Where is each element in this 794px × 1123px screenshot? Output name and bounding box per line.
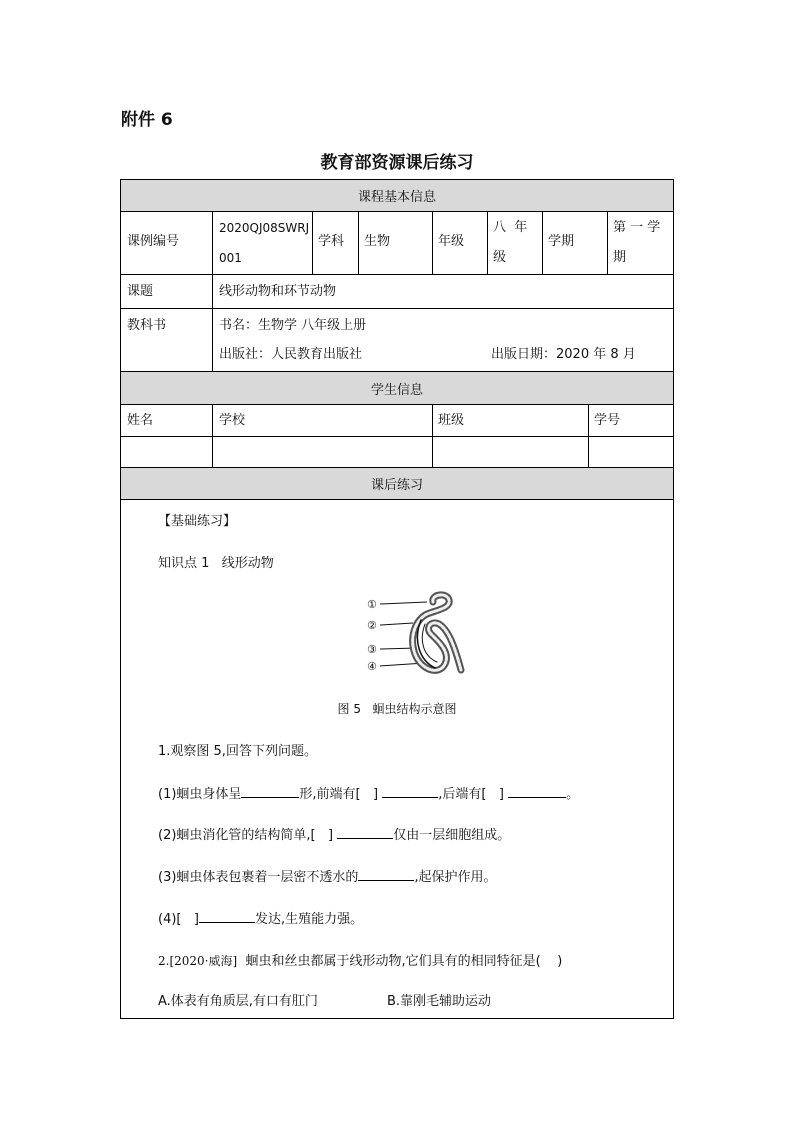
answer-blank[interactable] xyxy=(199,908,255,923)
publish-date: 出版日期：2020 年 8 月 xyxy=(491,347,636,362)
course-table xyxy=(120,179,674,1019)
answer-blank[interactable] xyxy=(382,783,438,798)
marker-1: ① xyxy=(367,598,377,611)
school-label: 学校 xyxy=(219,413,246,428)
answer-blank[interactable] xyxy=(358,866,414,881)
subject-label: 学科 xyxy=(318,234,345,249)
marker-2: ② xyxy=(367,619,377,632)
term-label: 学期 xyxy=(548,234,575,249)
question-2: 2.[2020·威海] 蛔虫和丝虫都属于线形动物,它们具有的相同特征是( ) xyxy=(158,954,563,969)
course-code-line2: 001 xyxy=(219,251,242,265)
name-label: 姓名 xyxy=(127,413,154,428)
attachment-label: 附件 6 xyxy=(121,110,173,130)
grade-value-line1: 八 年 xyxy=(493,220,528,235)
answer-blank[interactable] xyxy=(241,783,299,798)
knowledge-point: 知识点 1 线形动物 xyxy=(158,556,274,571)
question-1-2: (2)蛔虫消化管的结构简单,[ ] 仅由一层细胞组成。 xyxy=(158,824,510,843)
grade-label: 年级 xyxy=(438,234,465,249)
course-info-header: 课程基本信息 xyxy=(121,180,673,211)
student-info-header: 学生信息 xyxy=(121,372,673,404)
option-b: B.靠刚毛辅助运动 xyxy=(387,994,492,1009)
course-code-line1: 2020QJ08SWRJ xyxy=(219,221,310,235)
answer-blank[interactable] xyxy=(337,824,393,839)
question-1: 1.观察图 5,回答下列问题。 xyxy=(158,744,317,759)
answer-blank[interactable] xyxy=(508,783,566,798)
marker-3: ③ xyxy=(367,643,377,656)
course-code-label: 课例编号 xyxy=(127,234,180,249)
basic-practice-heading: 【基础练习】 xyxy=(158,514,237,529)
topic-label: 课题 xyxy=(127,284,154,299)
question-1-1: (1)蛔虫身体呈 形,前端有[ ] ,后端有[ ] 。 xyxy=(158,783,579,802)
exercise-header: 课后练习 xyxy=(121,468,673,499)
publisher: 出版社：人民教育出版社 xyxy=(219,347,363,362)
student-id-label: 学号 xyxy=(594,413,621,428)
class-label: 班级 xyxy=(438,413,465,428)
option-a: A.体表有角质层,有口有肛门 xyxy=(158,994,318,1009)
grade-value-line2: 级 xyxy=(493,250,507,265)
subject-value: 生物 xyxy=(364,234,391,249)
roundworm-diagram xyxy=(365,590,485,686)
document-title: 教育部资源课后练习 xyxy=(320,153,474,173)
topic-value: 线形动物和环节动物 xyxy=(219,284,337,299)
textbook-label: 教科书 xyxy=(127,318,167,333)
question-2-source: 2.[2020·威海] xyxy=(158,954,238,968)
question-1-4: (4)[ ] 发达,生殖能力强。 xyxy=(158,908,363,927)
figure-caption: 图 5 蛔虫结构示意图 xyxy=(337,702,457,716)
term-value-line1: 第 一 学 xyxy=(613,220,661,235)
book-name: 书名：生物学 八年级上册 xyxy=(219,318,367,333)
question-1-3: (3)蛔虫体表包裹着一层密不透水的 ,起保护作用。 xyxy=(158,866,497,885)
marker-4: ④ xyxy=(367,660,377,673)
term-value-line2: 期 xyxy=(613,250,627,265)
